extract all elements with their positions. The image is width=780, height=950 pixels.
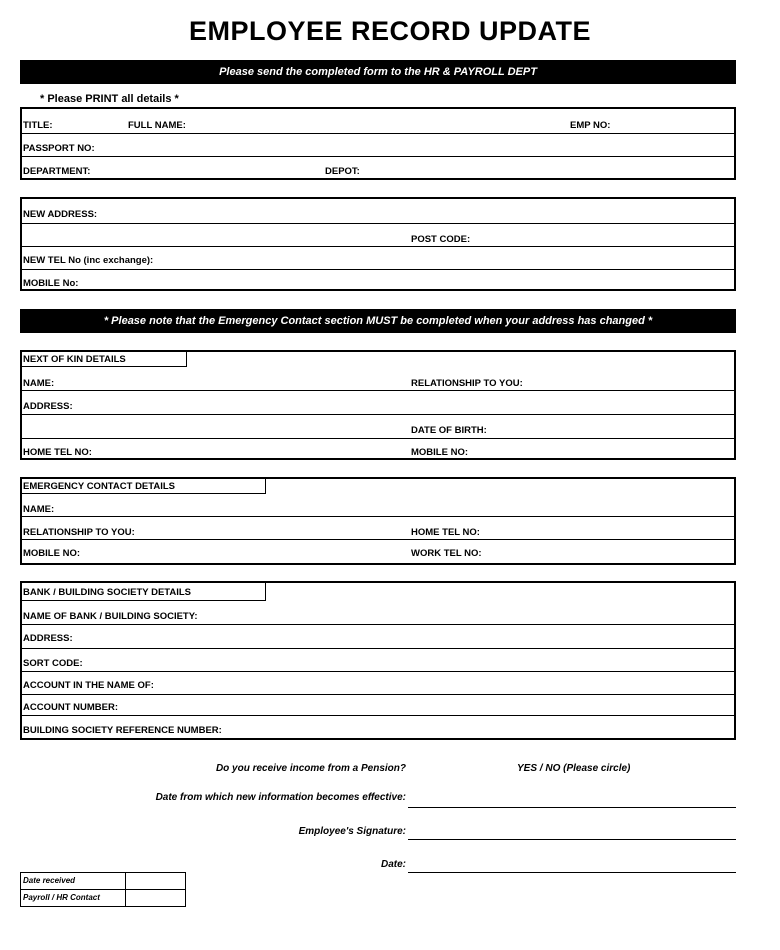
emergency-note-bar: * Please note that the Emergency Contact section MUST be completed when your address has changed * — [20, 309, 736, 333]
bank-name-label: NAME OF BANK / BUILDING SOCIETY: — [23, 611, 198, 622]
kin-row-1 — [22, 367, 734, 390]
address-row-4 — [22, 269, 734, 292]
date-line[interactable] — [408, 872, 736, 873]
kin-header: NEXT OF KIN DETAILS — [23, 354, 126, 365]
payroll-hr-label: Payroll / HR Contact — [23, 893, 100, 902]
new-tel-field-label: NEW TEL No (inc exchange): — [23, 255, 154, 266]
department-field-label: DEPARTMENT: — [23, 166, 91, 177]
reference-number-label: BUILDING SOCIETY REFERENCE NUMBER: — [23, 725, 222, 736]
personal-row-1 — [22, 109, 734, 133]
effective-date-label: Date from which new information becomes effective: — [155, 792, 406, 803]
kin-name-label: NAME: — [23, 378, 55, 389]
personal-details-section — [20, 107, 736, 180]
pension-answer[interactable]: YES / NO (Please circle) — [517, 763, 631, 774]
office-value-column[interactable] — [125, 873, 126, 906]
emergency-row-2 — [22, 516, 734, 540]
emergency-header: EMERGENCY CONTACT DETAILS — [23, 481, 176, 492]
pension-question: Do you receive income from a Pension? — [215, 763, 406, 774]
kin-dob-label: DATE OF BIRTH: — [411, 425, 487, 436]
emergency-home-tel-label: HOME TEL NO: — [411, 527, 480, 538]
new-address-field-label: NEW ADDRESS: — [23, 209, 98, 220]
emergency-row-3 — [22, 539, 734, 565]
mobile-field-label: MOBILE No: — [23, 278, 79, 289]
emergency-name-label: NAME: — [23, 504, 55, 515]
kin-home-tel-label: HOME TEL NO: — [23, 447, 92, 458]
post-code-field-label: POST CODE: — [411, 234, 471, 245]
kin-relationship-label: RELATIONSHIP TO YOU: — [411, 378, 523, 389]
emergency-relationship-label: RELATIONSHIP TO YOU: — [23, 527, 135, 538]
date-received-label: Date received — [23, 876, 76, 885]
date-label: Date: — [380, 859, 406, 870]
print-note: * Please PRINT all details * — [40, 93, 179, 105]
bank-row-6 — [22, 715, 734, 740]
full-name-field-label: FULL NAME: — [128, 120, 186, 131]
instruction-bar: Please send the completed form to the HR & PAYROLL DEPT — [20, 60, 736, 84]
bank-header: BANK / BUILDING SOCIETY DETAILS — [23, 587, 192, 598]
personal-row-2 — [22, 133, 734, 157]
bank-row-1 — [22, 601, 734, 624]
sort-code-label: SORT CODE: — [23, 658, 83, 669]
kin-row-2 — [22, 390, 734, 415]
address-row-1 — [22, 199, 734, 223]
bank-row-3 — [22, 648, 734, 672]
bank-details-section — [20, 581, 736, 740]
bank-address-label: ADDRESS: — [23, 633, 73, 644]
office-row-1 — [21, 873, 185, 890]
kin-row-3 — [22, 414, 734, 439]
kin-header-cell — [22, 352, 187, 367]
office-use-box — [20, 872, 186, 907]
kin-address-label: ADDRESS: — [23, 401, 73, 412]
next-of-kin-section — [20, 350, 736, 460]
address-row-2 — [22, 223, 734, 247]
bank-row-5 — [22, 694, 734, 716]
effective-date-line[interactable] — [408, 807, 736, 808]
address-row-3 — [22, 246, 734, 270]
passport-field-label: PASSPORT NO: — [23, 143, 95, 154]
office-row-2 — [21, 890, 185, 906]
emp-no-field-label: EMP NO: — [570, 120, 611, 131]
emergency-row-1 — [22, 494, 734, 516]
new-address-section — [20, 197, 736, 291]
emergency-header-cell — [22, 479, 266, 494]
kin-mobile-label: MOBILE NO: — [411, 447, 468, 458]
personal-row-3 — [22, 156, 734, 180]
emergency-contact-section — [20, 477, 736, 565]
signature-label: Employee's Signature: — [298, 826, 406, 837]
page-title: EMPLOYEE RECORD UPDATE — [188, 16, 592, 46]
emergency-work-tel-label: WORK TEL NO: — [411, 548, 482, 559]
signature-line[interactable] — [408, 839, 736, 840]
bank-row-4 — [22, 671, 734, 695]
account-number-label: ACCOUNT NUMBER: — [23, 702, 118, 713]
title-field-label: TITLE: — [23, 120, 53, 131]
emergency-mobile-label: MOBILE NO: — [23, 548, 80, 559]
account-name-label: ACCOUNT IN THE NAME OF: — [23, 680, 154, 691]
kin-row-4 — [22, 438, 734, 460]
depot-field-label: DEPOT: — [325, 166, 360, 177]
bank-row-2 — [22, 624, 734, 649]
bank-header-cell — [22, 583, 266, 601]
